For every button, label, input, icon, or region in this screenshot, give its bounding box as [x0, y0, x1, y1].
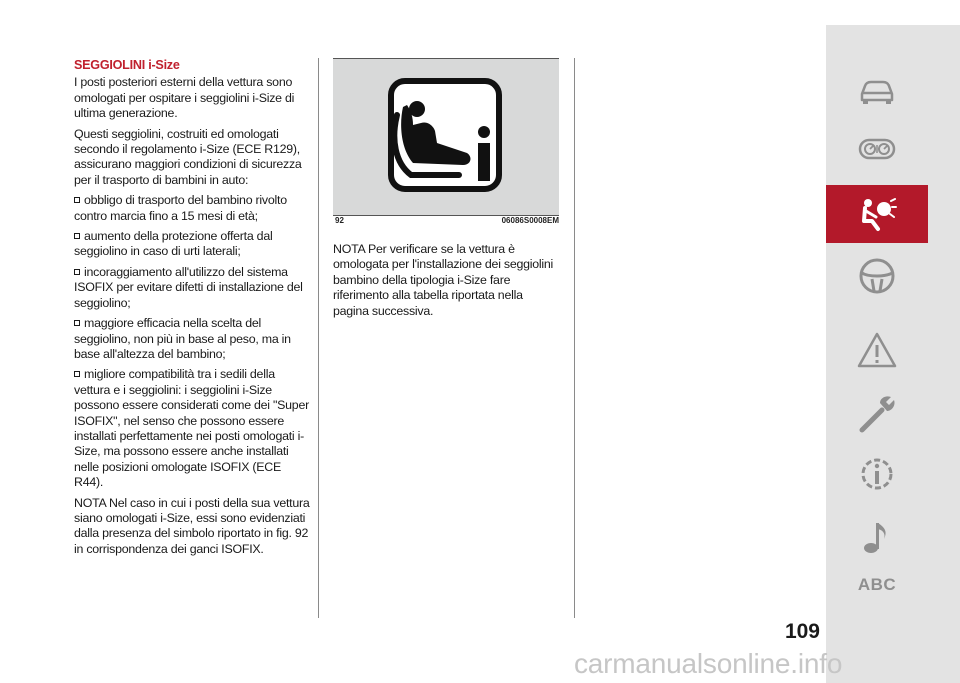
tab-technical-data[interactable] — [826, 445, 928, 503]
tab-index[interactable] — [826, 556, 928, 614]
tab-warnings[interactable] — [826, 322, 928, 380]
abc-index-label: ABC — [857, 575, 897, 594]
tab-car[interactable] — [826, 60, 928, 118]
figure-92 — [333, 58, 559, 216]
note-paragraph: NOTA Nel caso in cui i posti della sua vettura siano omologati i-Size, essi sono evidenziati dalla presenza del simbolo riportato in fig. 92 in corrispondenza dei ganci ISOFIX. — [74, 495, 310, 556]
tab-dashboard[interactable] — [826, 120, 928, 178]
figure-number: 92 — [335, 216, 344, 225]
watermark: carmanualsonline.info — [574, 648, 843, 679]
tab-maintenance[interactable] — [826, 385, 928, 443]
note-paragraph: NOTA Per verificare se la vettura è omologata per l'installazione dei seggiolini bambino della tipologia i-Size fare riferimento alla tabella riportata nella pagina successiva. — [333, 242, 554, 318]
bullet-box-icon — [74, 269, 80, 275]
figure-code: 06086S0008EM — [501, 216, 559, 225]
intro-paragraph: I posti posteriori esterni della vettura sono omologati per ospitare i seggiolini i-Size di ultima generazione. — [74, 75, 295, 121]
chapter-sidebar — [826, 25, 960, 683]
bullet-item: incoraggiamento all'utilizzo del sistema ISOFIX per evitare difetti di installazione del seggiolino; — [74, 264, 303, 310]
steering-wheel-icon — [856, 255, 898, 297]
right-column — [333, 242, 561, 324]
column-divider — [574, 58, 575, 618]
bullet-item: migliore compatibilità tra i sedili della vettura e i seggiolini: i seggiolini i-Size possono essere considerati come dei "Super ISOFIX", nel senso che possono essere installati perfettamente nei posti omologati i-Size, ma possono essere anche installati nelle posizioni omologate ISOFIX (ECE R44). — [74, 367, 309, 490]
wrench-icon — [856, 393, 898, 435]
technical-info-icon — [856, 453, 898, 495]
left-column — [74, 58, 310, 562]
column-divider — [318, 58, 319, 618]
bullet-box-icon — [74, 371, 80, 377]
bullet-item: maggiore efficacia nella scelta del seggiolino, non più in base al peso, ma in base all'altezza del bambino; — [74, 316, 291, 361]
isize-child-seat-icon — [333, 59, 559, 215]
car-icon — [856, 68, 898, 110]
bullet-item: obbligo di trasporto del bambino rivolto contro marcia fino a 15 mesi di età; — [74, 193, 287, 223]
bullet-box-icon — [74, 233, 80, 239]
page-number: 109 — [784, 620, 820, 643]
bullet-box-icon — [74, 320, 80, 326]
dashboard-icon — [856, 128, 898, 170]
tab-safety[interactable] — [826, 185, 928, 243]
tab-steering[interactable] — [826, 247, 928, 305]
bullet-item: aumento della protezione offerta dal seggiolino in caso di urti laterali; — [74, 229, 273, 259]
safety-icon — [856, 193, 898, 235]
section-title: SEGGIOLINI i-Size — [74, 58, 180, 72]
music-note-icon — [856, 517, 898, 559]
warning-icon — [856, 330, 898, 372]
description-paragraph: Questi seggiolini, costruiti ed omologati secondo il regolamento i-Size (ECE R129), assicurano maggiori condizioni di sicurezza per il trasporto di bambini in auto: — [74, 126, 302, 187]
bullet-box-icon — [74, 197, 80, 203]
